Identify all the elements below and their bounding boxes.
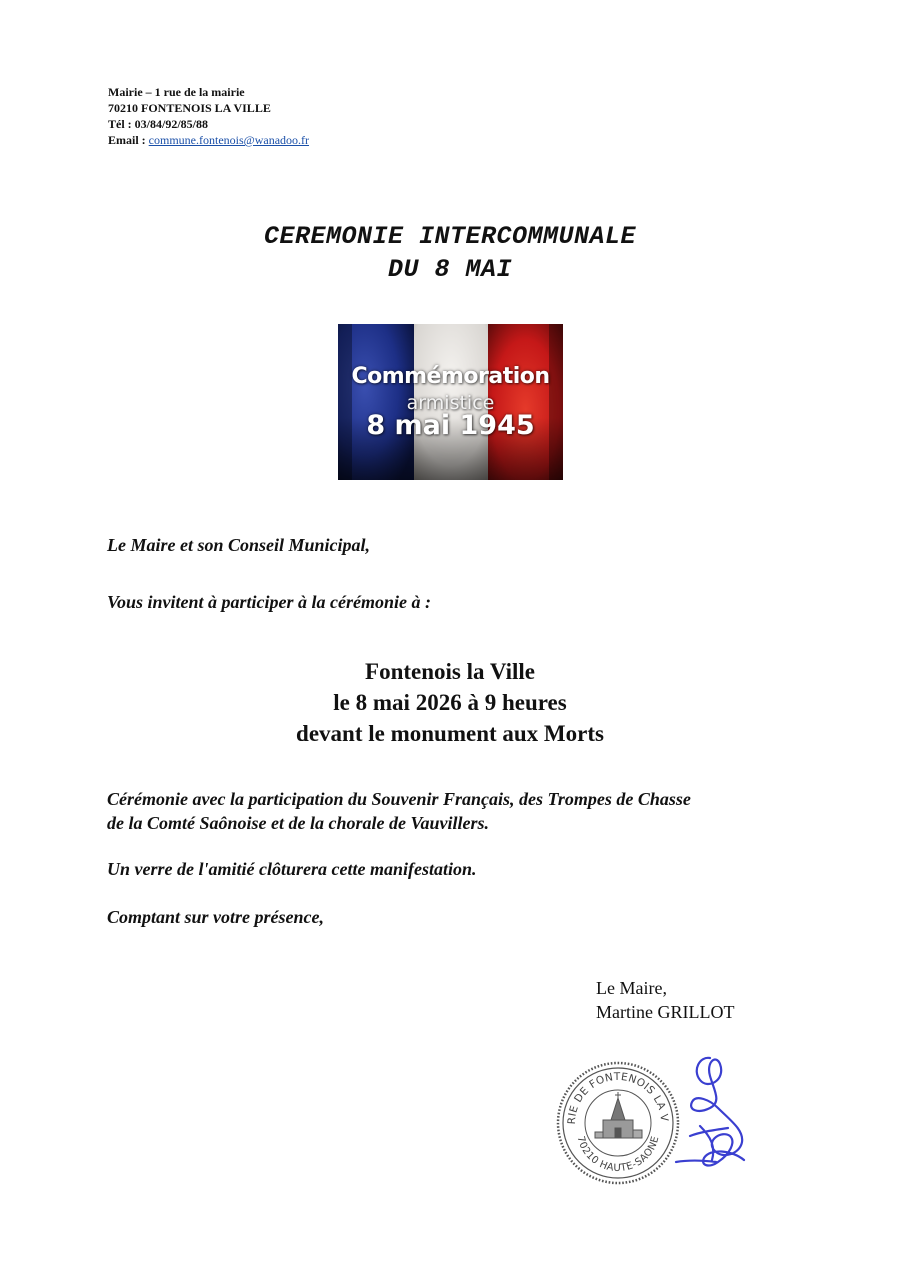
closing-line: Comptant sur votre présence, — [107, 907, 325, 927]
closing-drink: Un verre de l'amitié clôturera cette manifestation. — [107, 859, 477, 879]
event-date: le 8 mai 2026 à 9 heures — [333, 690, 567, 715]
stamp-bottom-text: 70210 HAUTE-SAONE — [574, 1135, 662, 1175]
event-location: devant le monument aux Morts — [296, 721, 604, 746]
participation-line-2: de la Comté Saônoise et de la chorale de Vauvillers. — [107, 813, 489, 833]
stamp-top-text: RIE DE FONTENOIS LA V — [565, 1070, 671, 1125]
signature — [670, 1050, 760, 1180]
email-label: Email : — [108, 133, 149, 147]
participation-line-1: Cérémonie avec la participation du Souvenir Français, des Trompes de Chasse — [107, 789, 691, 809]
signature-drawing — [670, 1050, 760, 1175]
invitation: Vous invitent à participer à la cérémonie à : — [107, 592, 431, 612]
official-stamp — [553, 1058, 683, 1193]
letterhead — [108, 84, 309, 148]
title-line-1: CEREMONIE INTERCOMMUNALE — [263, 222, 637, 251]
page-title — [0, 220, 900, 286]
banner-title: Commémoration — [351, 364, 550, 389]
title-line-2: DU 8 MAI — [387, 255, 513, 284]
signoff — [596, 976, 734, 1024]
participation-paragraph — [107, 787, 691, 835]
postal-line: 70210 FONTENOIS LA VILLE — [108, 101, 271, 115]
address-line: Mairie – 1 rue de la mairie — [108, 85, 245, 99]
signoff-role: Le Maire, — [596, 978, 667, 998]
event-details — [0, 656, 900, 749]
banner-date: 8 mai 1945 — [366, 410, 535, 441]
email-link[interactable]: commune.fontenois@wanadoo.fr — [148, 133, 310, 147]
phone-line: Tél : 03/84/92/85/88 — [108, 117, 208, 131]
banner-subtitle: armistice — [406, 392, 495, 414]
signoff-name: Martine GRILLOT — [596, 1002, 735, 1022]
greeting: Le Maire et son Conseil Municipal, — [107, 535, 371, 555]
event-place: Fontenois la Ville — [365, 659, 535, 684]
commemoration-banner — [338, 324, 563, 480]
email-line — [108, 132, 309, 148]
town-seal-icon — [553, 1058, 683, 1188]
